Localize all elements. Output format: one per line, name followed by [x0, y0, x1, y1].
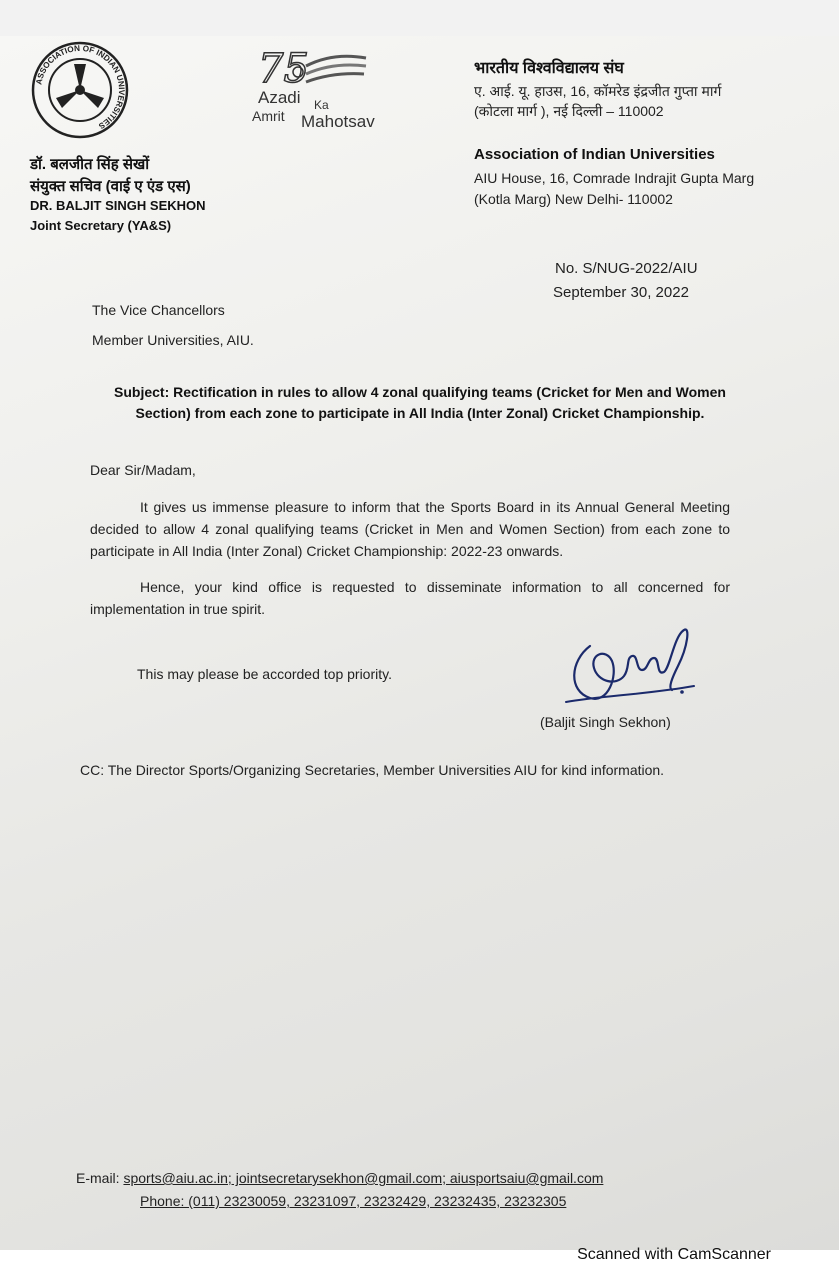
org-name-hindi: भारतीय विश्वविद्यालय संघ	[474, 60, 624, 77]
recipient-line2: Member Universities, AIU.	[92, 332, 254, 348]
signatory-name: (Baljit Singh Sekhon)	[540, 714, 671, 730]
org-name-english: Association of Indian Universities	[474, 146, 715, 163]
footer-email-label: E-mail:	[76, 1170, 124, 1186]
logo-word-ka: Ka	[314, 98, 329, 112]
org-address-english-line1: AIU House, 16, Comrade Indrajit Gupta Marg	[474, 170, 755, 186]
top-margin	[0, 0, 839, 36]
cc-line: CC: The Director Sports/Organizing Secretaries, Member Universities AIU for kind information.	[80, 762, 665, 778]
footer-email-line	[76, 1170, 603, 1186]
sender-title-hindi: संयुक्त सचिव (वाई ए एंड एस)	[30, 178, 191, 195]
recipient-line1: The Vice Chancellors	[92, 302, 225, 318]
handwritten-signature	[560, 606, 700, 716]
svg-text:ASSOCIATION OF INDIAN UNIVERSI: ASSOCIATION OF INDIAN UNIVERSITIES	[34, 43, 127, 131]
reference-number: No. S/NUG-2022/AIU	[555, 260, 698, 277]
sender-title-english: Joint Secretary (YA&S)	[30, 218, 172, 233]
priority-note: This may please be accorded top priority.	[137, 666, 392, 682]
svg-text:75: 75	[258, 46, 309, 92]
org-address-hindi-line1: ए. आई. यू. हाउस, 16, कॉमरेड इंद्रजीत गुप्ता मार्ग	[474, 83, 722, 99]
body-paragraph-2: Hence, your kind office is requested to disseminate information to all concerned for implementation in true spirit.	[90, 579, 730, 617]
letter-date: September 30, 2022	[553, 284, 689, 301]
azadi-ka-amrit-mahotsav-logo	[248, 44, 398, 130]
sender-name-hindi: डॉ. बलजीत सिंह सेखों	[30, 156, 150, 173]
org-address-english-line2: (Kotla Marg) New Delhi- 110002	[474, 191, 673, 207]
org-address-hindi-line2: (कोटला मार्ग ), नई दिल्ली – 110002	[474, 103, 664, 119]
logo-word-azadi: Azadi	[258, 88, 301, 107]
footer-phone-line: Phone: (011) 23230059, 23231097, 23232429, 23232435, 23232305	[140, 1193, 567, 1209]
sender-name-english: DR. BALJIT SINGH SEKHON	[30, 198, 206, 213]
logo-word-amrit: Amrit	[252, 108, 285, 124]
body-paragraph-1: It gives us immense pleasure to inform that the Sports Board in its Annual General Meeting decided to allow 4 zonal qualifying teams (Cricket in Men and Women Section) from each zone to participate in All India (Inter Zonal) Cricket Championship: 2022-23 onwards.	[90, 499, 730, 559]
footer-email-addresses[interactable]: sports@aiu.ac.in; jointsecretarysekhon@gmail.com; aiusportsaiu@gmail.com	[123, 1170, 604, 1186]
seventy-five-emblem-icon	[248, 44, 398, 94]
subject-line: Subject: Rectification in rules to allow 4 zonal qualifying teams (Cricket for Men and Women Section) from each zone to participate in All India (Inter Zonal) Cricket Championship.	[114, 384, 726, 421]
aiu-seal-logo	[30, 40, 130, 140]
letter-page	[0, 36, 839, 1250]
camscanner-watermark: Scanned with CamScanner	[577, 1246, 771, 1263]
logo-word-mahotsav: Mahotsav	[301, 112, 375, 131]
salutation: Dear Sir/Madam,	[90, 462, 196, 478]
